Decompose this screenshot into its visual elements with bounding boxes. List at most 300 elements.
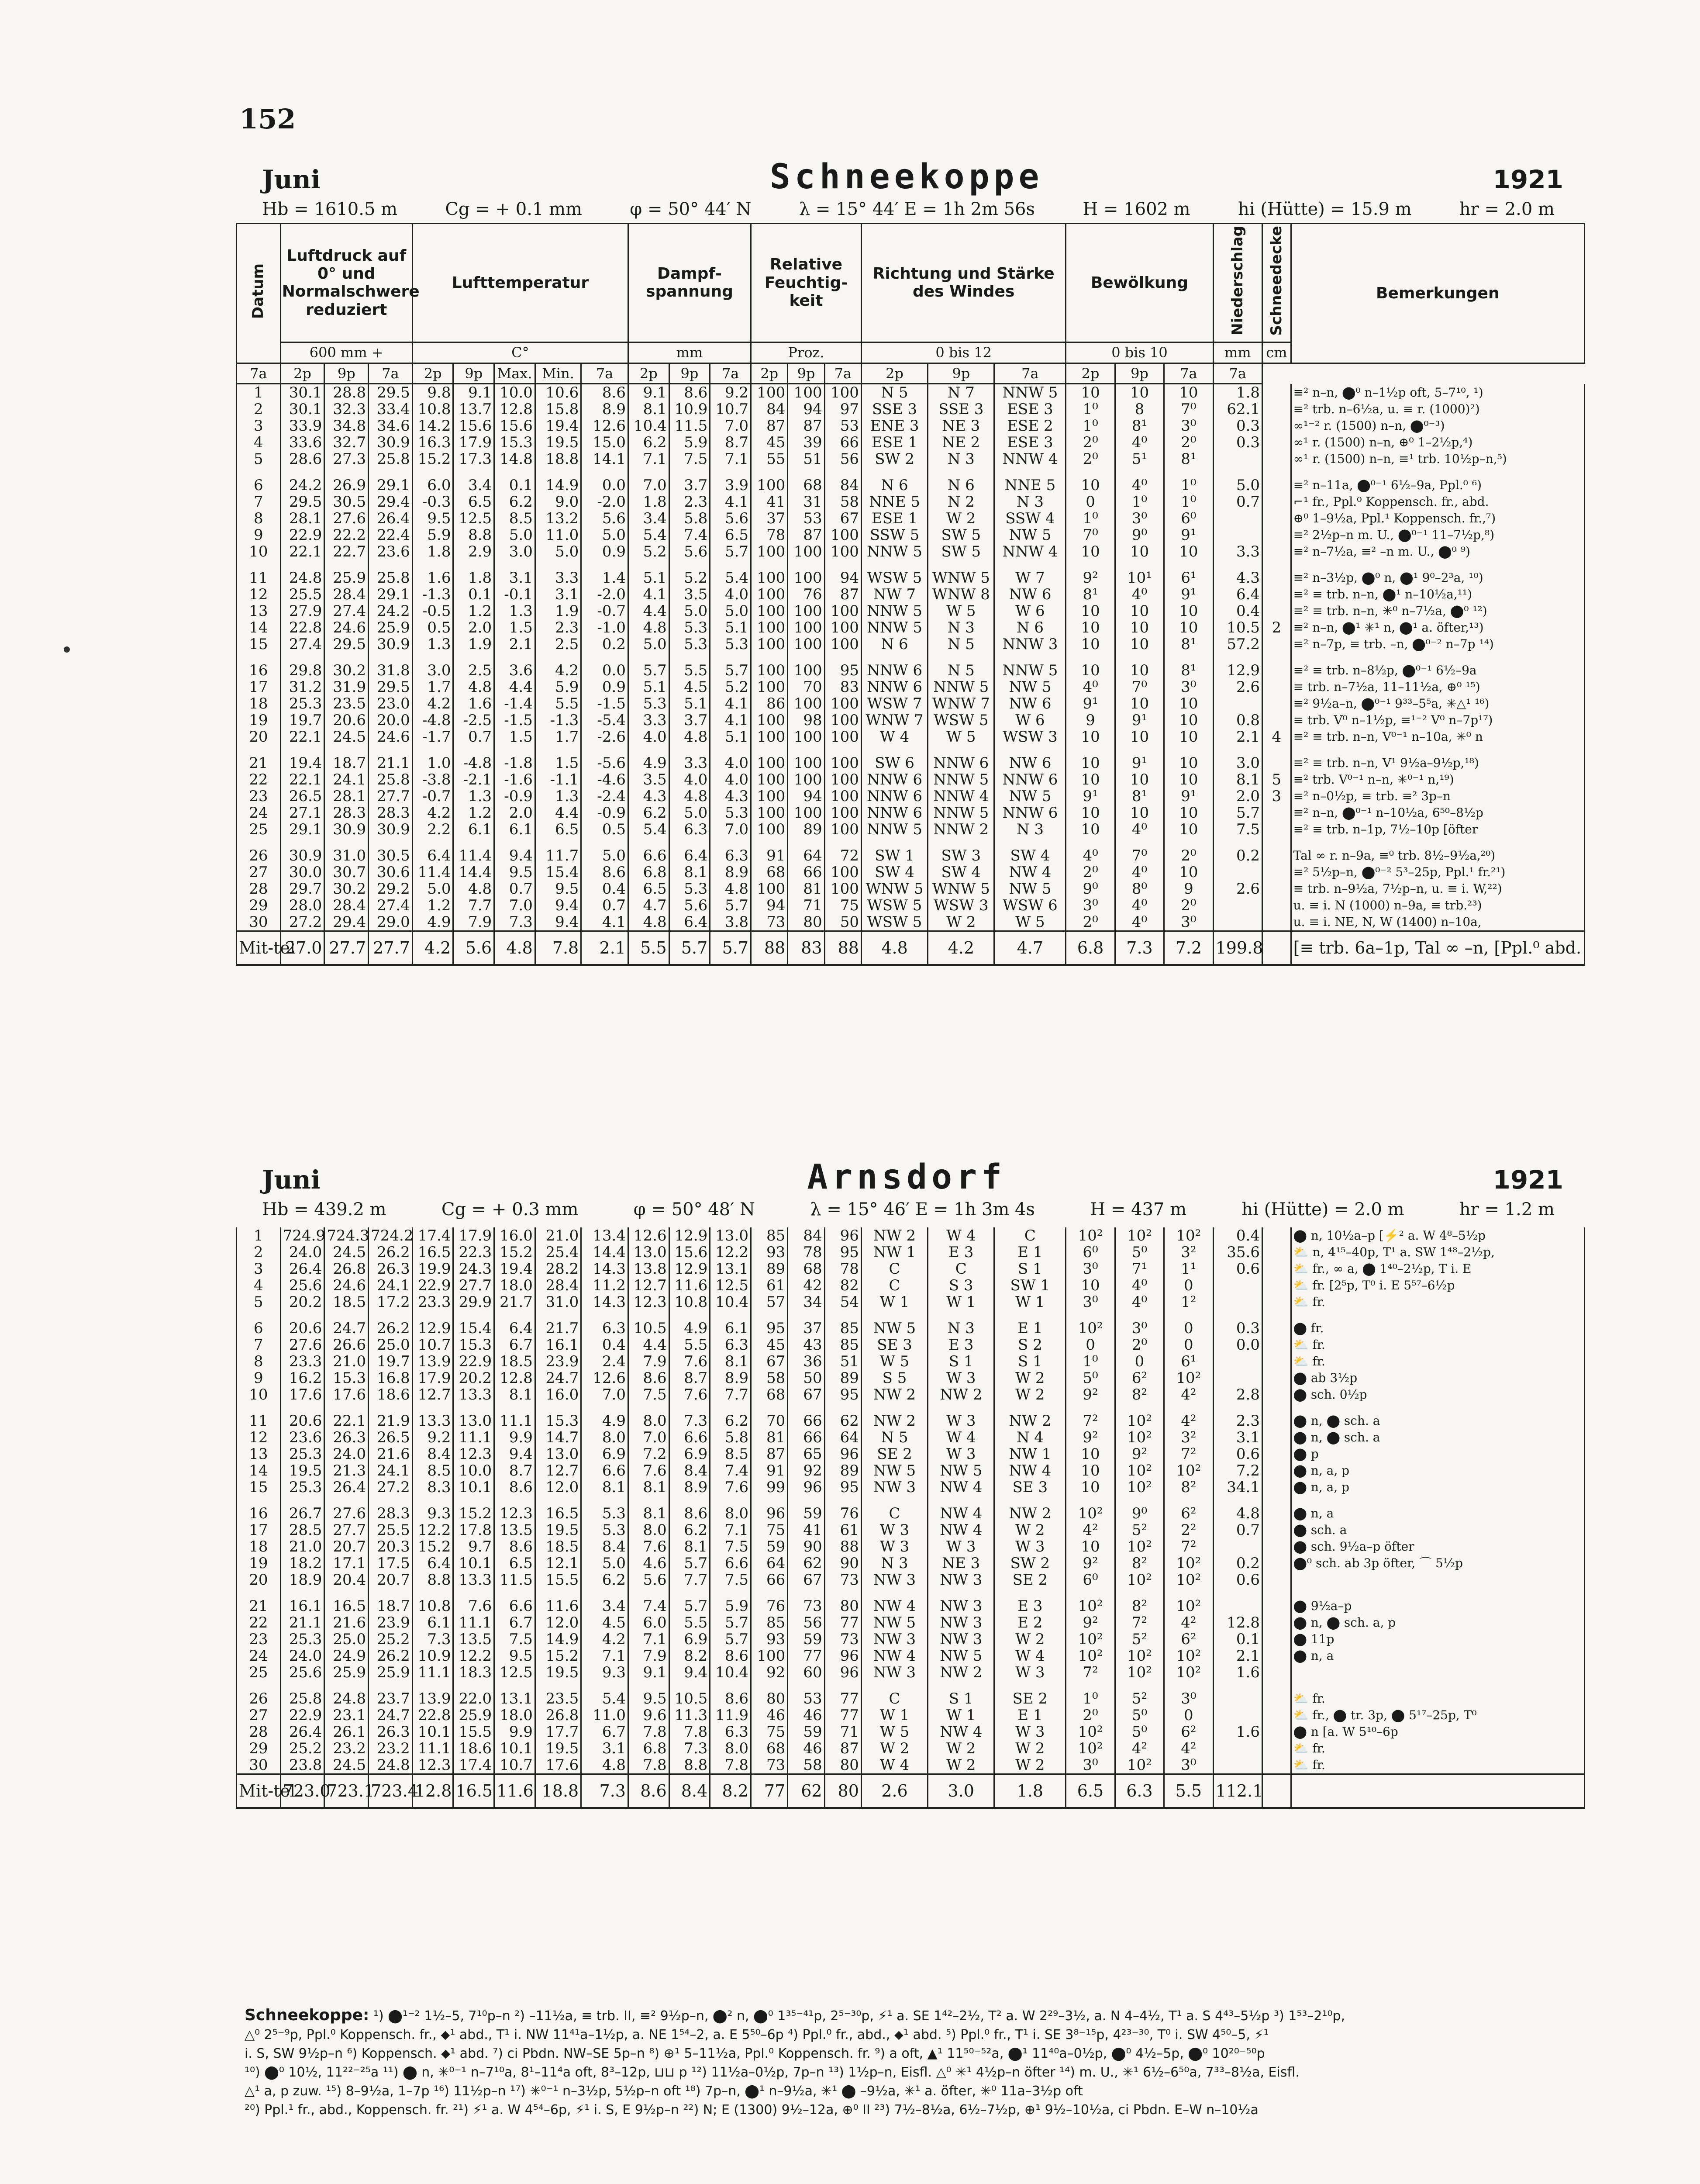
table-cell: 16.5: [412, 1244, 453, 1261]
arnsdorf-header: [262, 1158, 1563, 1220]
table-cell: 23.6: [280, 1429, 324, 1446]
table-cell: 1.2: [412, 897, 453, 914]
table-cell: Tal ∞ r. n–9a, ≡⁰ trb. 8½–9½a,²⁰): [1291, 847, 1584, 864]
table-cell: NE 2: [928, 434, 994, 451]
table-cell: 15.0: [581, 434, 628, 451]
table-cell: 20.2: [280, 1294, 324, 1310]
table-cell: 0.3: [1213, 418, 1262, 434]
table-cell: 30: [237, 914, 281, 931]
table-cell: 22.9: [280, 1707, 324, 1724]
table-cell: NNW 5: [861, 543, 928, 560]
table-cell: -1.1: [535, 771, 581, 788]
table-cell: ≡² ≡ trb. n–1p, 7½–10p [öfter: [1291, 821, 1584, 838]
table-cell: 34.1: [1213, 1479, 1262, 1496]
table-cell: 92: [788, 1462, 824, 1479]
table-cell: [1262, 1462, 1291, 1479]
table-cell: 6²: [1164, 1724, 1213, 1740]
table-cell: 4.3: [1213, 570, 1262, 586]
table-cell: 4.9: [581, 1413, 628, 1429]
table-cell: 3⁰: [1115, 1320, 1164, 1337]
table-cell: 1.7: [535, 729, 581, 745]
table-cell: 7.0: [710, 418, 751, 434]
table-cell: 14.4: [453, 864, 494, 881]
table-cell: ⛅ fr.: [1291, 1757, 1584, 1774]
table-cell: 2⁰: [1066, 864, 1115, 881]
table-cell: 9⁰: [1066, 881, 1115, 897]
table-cell: 6.9: [669, 1631, 710, 1648]
table-cell: 9.5: [494, 1648, 535, 1664]
table-cell: W 2: [861, 1740, 928, 1757]
footnote-label: Schneekoppe:: [245, 2006, 369, 2024]
table-cell: 19: [237, 1555, 281, 1572]
table-cell: 3⁰: [1164, 1757, 1213, 1774]
row-spacer: [237, 745, 1585, 755]
table-cell: 12.0: [535, 1479, 581, 1496]
table-cell: NE 3: [928, 418, 994, 434]
table-cell: 13.0: [535, 1446, 581, 1462]
table-cell: 18.6: [453, 1740, 494, 1757]
table-cell: 6.9: [581, 1446, 628, 1462]
table-cell: 18.3: [453, 1664, 494, 1681]
table-cell: SE 3: [994, 1479, 1066, 1496]
table-cell: 8: [237, 1353, 281, 1370]
table-cell: W 3: [861, 1538, 928, 1555]
table-cell: 26.4: [280, 1724, 324, 1740]
table-cell: 10: [1066, 1446, 1115, 1462]
table-cell: ESE 1: [861, 434, 928, 451]
table-cell: 24.6: [324, 1277, 369, 1294]
table-cell: C: [928, 1261, 994, 1277]
table-cell: 30.5: [324, 494, 369, 510]
table-cell: 4.3: [628, 788, 669, 805]
table-cell: NW 6: [994, 586, 1066, 603]
table-cell: 2⁰: [1164, 434, 1213, 451]
table-row: [237, 1227, 1585, 1244]
column-header: 2p: [751, 363, 788, 384]
table-cell: N 5: [861, 1429, 928, 1446]
table-row: [237, 1386, 1585, 1403]
table-cell: N 3: [861, 1555, 928, 1572]
table-cell: 9.4: [669, 1664, 710, 1681]
table-cell: ⛅ fr., ∞ a, ⬤ 1⁴⁰–2½p, T i. E: [1291, 1261, 1584, 1277]
table-cell: 29.4: [324, 914, 369, 931]
table-cell: [1213, 864, 1262, 881]
table-cell: W 5: [928, 603, 994, 619]
table-cell: 4²: [1115, 1740, 1164, 1757]
mean-cell: 4.2: [928, 931, 994, 965]
table-cell: 59: [751, 1538, 787, 1555]
table-cell: 22.9: [412, 1277, 453, 1294]
table-cell: 24: [237, 805, 281, 821]
table-cell: -5.4: [581, 712, 628, 729]
table-cell: ≡² 5½p–n, ⬤⁰⁻² 5³–25p, Ppl.¹ fr.²¹): [1291, 864, 1584, 881]
table-cell: 6.4: [669, 914, 710, 931]
table-cell: ⬤ n, a, p: [1291, 1462, 1584, 1479]
table-cell: 10²: [1164, 1648, 1213, 1664]
table-cell: 24.0: [280, 1244, 324, 1261]
table-cell: 4.2: [535, 662, 581, 679]
table-cell: 8.1: [628, 1479, 669, 1496]
table-cell: NNW 2: [928, 821, 994, 838]
table-cell: 100: [824, 729, 861, 745]
table-cell: [1262, 864, 1291, 881]
table-cell: 5.1: [628, 679, 669, 695]
table-cell: 27.6: [324, 510, 369, 527]
mean-cell: 3.0: [928, 1774, 994, 1808]
table-cell: 9.7: [453, 1538, 494, 1555]
table-cell: 2⁰: [1164, 897, 1213, 914]
table-cell: 7⁰: [1164, 401, 1213, 418]
table-cell: 8.2: [669, 1648, 710, 1664]
table-cell: 24.9: [324, 1648, 369, 1664]
table-cell: 3²: [1164, 1244, 1213, 1261]
table-cell: 10.8: [412, 401, 453, 418]
table-cell: [1262, 1386, 1291, 1403]
table-cell: 5.3: [710, 636, 751, 653]
table-cell: 3.5: [628, 771, 669, 788]
table-cell: -2.0: [581, 586, 628, 603]
header-niederschlag: Niederschlag: [1213, 224, 1262, 342]
table-cell: E 2: [994, 1614, 1066, 1631]
table-cell: 25.3: [280, 695, 324, 712]
table-cell: 1⁰: [1066, 418, 1115, 434]
table-cell: 24.8: [280, 570, 324, 586]
mean-cell: 199.8: [1213, 931, 1262, 965]
table-cell: 100: [751, 712, 788, 729]
table-cell: [1262, 510, 1291, 527]
unit-wind: 0 bis 12: [861, 342, 1066, 363]
table-cell: 14.3: [581, 1294, 628, 1310]
table-cell: 30.9: [369, 434, 413, 451]
mean-cell: 88: [751, 931, 788, 965]
table-cell: 5.0: [535, 543, 581, 560]
table-cell: [1262, 1353, 1291, 1370]
table-cell: 0.6: [1213, 1261, 1262, 1277]
table-cell: 10²: [1115, 1572, 1164, 1588]
table-cell: 96: [788, 1479, 824, 1496]
table-cell: 21.0: [324, 1353, 369, 1370]
table-cell: 6.4: [669, 847, 710, 864]
table-cell: 11.9: [710, 1707, 751, 1724]
table-cell: [1213, 914, 1262, 931]
table-cell: 13.1: [494, 1690, 535, 1707]
table-cell: 25: [237, 821, 281, 838]
table-cell: SSW 5: [861, 527, 928, 543]
table-cell: 75: [824, 897, 861, 914]
table-cell: 100: [751, 570, 788, 586]
table-cell: 21.0: [280, 1538, 324, 1555]
table-row: [237, 384, 1585, 401]
table-cell: 64: [824, 1429, 861, 1446]
table-cell: 26.3: [369, 1724, 413, 1740]
table-cell: 5¹: [1115, 451, 1164, 467]
table-cell: 24.6: [369, 729, 413, 745]
table-cell: 8.0: [710, 1740, 751, 1757]
table-cell: [1213, 451, 1262, 467]
row-spacer: [237, 1310, 1585, 1320]
footnote-line: Schneekoppe: ¹) ⬤¹⁻² 1½–5, 7¹⁰p–n ²) –11½a, ≡ trb. II, ≡² 9½p–n, ⬤² n, ⬤⁰ 1³⁵⁻⁴¹p, 2⁵⁻³⁰p, ⚡¹ a. SE 1⁴²–2½, T² a. W 2²⁹–3½, a. N 4–4½, T¹ a. S 4⁴³–5½p ³) 1⁵³–2¹⁰p,: [245, 2006, 1345, 2024]
table-cell: 4.8: [628, 914, 669, 931]
table-cell: 3⁰: [1066, 897, 1115, 914]
table-cell: 15: [237, 1479, 281, 1496]
table-cell: 17.7: [535, 1724, 581, 1740]
table-cell: 28.4: [324, 897, 369, 914]
table-cell: 1.8: [628, 494, 669, 510]
table-cell: 20.2: [453, 1370, 494, 1386]
table-row: [237, 1631, 1585, 1648]
table-cell: 26.5: [280, 788, 324, 805]
table-cell: 2.6: [1213, 679, 1262, 695]
table-cell: 8²: [1115, 1386, 1164, 1403]
table-cell: 11.2: [581, 1277, 628, 1294]
table-cell: 8.0: [628, 1522, 669, 1538]
table-cell: 3⁰: [1164, 679, 1213, 695]
table-cell: 20.7: [324, 1538, 369, 1555]
table-cell: 3⁰: [1066, 1261, 1115, 1277]
table-cell: 7.5: [1213, 821, 1262, 838]
table-cell: 100: [788, 805, 824, 821]
table-cell: 32.3: [324, 401, 369, 418]
table-cell: 21.1: [369, 755, 413, 771]
table-cell: 26.3: [369, 1261, 413, 1277]
table-cell: [1262, 1631, 1291, 1648]
table-row: [237, 1690, 1585, 1707]
table-cell: 7.7: [669, 1572, 710, 1588]
table-cell: 80: [824, 1598, 861, 1614]
table-cell: W 2: [994, 1386, 1066, 1403]
table-cell: 5.9: [669, 434, 710, 451]
table-cell: W 1: [994, 1294, 1066, 1310]
table-cell: 4⁰: [1115, 434, 1164, 451]
table-cell: 68: [788, 1261, 824, 1277]
constant-hi: hi (Hütte) = 15.9 m: [1238, 199, 1412, 219]
table-cell: 7: [237, 494, 281, 510]
table-cell: 51: [824, 1353, 861, 1370]
table-cell: 7.5: [710, 1572, 751, 1588]
table-cell: 13: [237, 603, 281, 619]
table-cell: WSW 7: [861, 695, 928, 712]
table-row: [237, 494, 1585, 510]
table-cell: W 3: [994, 1724, 1066, 1740]
table-cell: 10: [1066, 477, 1115, 494]
table-cell: 10: [1164, 384, 1213, 401]
table-cell: 12.7: [412, 1386, 453, 1403]
table-row: [237, 570, 1585, 586]
table-cell: 10: [1066, 771, 1115, 788]
table-cell: 15.3: [324, 1370, 369, 1386]
table-cell: 10.6: [535, 384, 581, 401]
table-cell: -2.1: [453, 771, 494, 788]
table-cell: ≡² n–3½p, ⬤⁰ n, ⬤¹ 9⁰–2³a, ¹⁰): [1291, 570, 1584, 586]
table-cell: 12.6: [581, 418, 628, 434]
table-cell: -4.8: [453, 755, 494, 771]
table-cell: 3.3: [1213, 543, 1262, 560]
table-cell: ESE 2: [994, 418, 1066, 434]
table-cell: NW 5: [861, 1462, 928, 1479]
schneekoppe-header: [262, 157, 1563, 219]
table-cell: 24.5: [324, 1757, 369, 1774]
table-cell: 10: [1115, 805, 1164, 821]
table-cell: 14.3: [581, 1261, 628, 1277]
table-cell: 12.6: [628, 1227, 669, 1244]
mean-cell: 5.5: [628, 931, 669, 965]
table-cell: 10²: [1115, 1429, 1164, 1446]
table-cell: W 5: [861, 1353, 928, 1370]
table-cell: 66: [788, 1429, 824, 1446]
table-row: [237, 1429, 1585, 1446]
table-cell: 28.3: [369, 1505, 413, 1522]
table-cell: u. ≡ i. NE, N, W (1400) n–10a,: [1291, 914, 1584, 931]
table-cell: 28.6: [280, 451, 324, 467]
table-cell: 12.9: [669, 1261, 710, 1277]
table-cell: 10: [1164, 821, 1213, 838]
table-cell: 12.2: [710, 1244, 751, 1261]
table-cell: [1262, 1244, 1291, 1261]
table-cell: 4.9: [669, 1320, 710, 1337]
table-cell: 7.8: [710, 1757, 751, 1774]
table-cell: N 3: [928, 619, 994, 636]
table-cell: 7.5: [628, 1386, 669, 1403]
table-cell: -1.8: [494, 755, 535, 771]
table-cell: 4.8: [1213, 1505, 1262, 1522]
table-cell: 13.9: [412, 1690, 453, 1707]
table-cell: 37: [751, 510, 788, 527]
table-cell: 22: [237, 1614, 281, 1631]
mean-cell: 11.6: [494, 1774, 535, 1808]
table-row: [237, 1413, 1585, 1429]
table-cell: 25.3: [280, 1631, 324, 1648]
table-cell: W 2: [994, 1757, 1066, 1774]
table-cell: 4.6: [628, 1555, 669, 1572]
schneekoppe-table-body: [237, 384, 1585, 965]
table-cell: 9.2: [710, 384, 751, 401]
table-cell: 10.5: [628, 1320, 669, 1337]
table-cell: 10: [1066, 1277, 1115, 1294]
table-cell: 66: [788, 1413, 824, 1429]
mean-cell: 7.3: [581, 1774, 628, 1808]
column-header: 7a: [237, 363, 281, 384]
column-header: 7a: [1164, 363, 1213, 384]
table-cell: 8.9: [581, 401, 628, 418]
header-schneedecke: Schneedecke: [1262, 224, 1291, 342]
table-cell: 0.3: [1213, 1320, 1262, 1337]
table-cell: 11: [237, 1413, 281, 1429]
table-cell: 25.9: [453, 1707, 494, 1724]
unit-dampf: mm: [628, 342, 751, 363]
table-cell: ⛅ fr.: [1291, 1690, 1584, 1707]
table-cell: 9.3: [412, 1505, 453, 1522]
table-cell: 84: [788, 1227, 824, 1244]
table-cell: [1213, 1294, 1262, 1310]
table-cell: SW 2: [994, 1555, 1066, 1572]
table-cell: -4.8: [412, 712, 453, 729]
table-cell: 15: [237, 636, 281, 653]
table-cell: 11.1: [412, 1664, 453, 1681]
table-cell: 58: [751, 1370, 787, 1386]
table-cell: W 2: [928, 1740, 994, 1757]
table-cell: 25.9: [369, 619, 413, 636]
table-cell: 94: [824, 570, 861, 586]
table-cell: 8.4: [669, 1462, 710, 1479]
table-cell: 100: [751, 543, 788, 560]
mean-cell: 80: [824, 1774, 861, 1808]
table-cell: 59: [788, 1505, 824, 1522]
column-time-headers: [237, 363, 1585, 384]
table-cell: 9.0: [535, 494, 581, 510]
mean-cell: 5.6: [453, 931, 494, 965]
table-cell: 26.2: [369, 1244, 413, 1261]
table-cell: 30.2: [324, 881, 369, 897]
table-cell: 0.4: [581, 881, 628, 897]
table-cell: 19.4: [494, 1261, 535, 1277]
table-cell: 10²: [1164, 1598, 1213, 1614]
table-cell: S 3: [928, 1277, 994, 1294]
table-cell: 16.5: [324, 1598, 369, 1614]
table-cell: 10: [1066, 543, 1115, 560]
table-cell: NNW 5: [994, 384, 1066, 401]
table-cell: 9²: [1066, 1555, 1115, 1572]
table-cell: 11.7: [535, 847, 581, 864]
table-cell: ≡ trb. n–9½a, 7½p–n, u. ≡ i. W,²²): [1291, 881, 1584, 897]
table-cell: 100: [824, 603, 861, 619]
table-cell: 10: [1164, 755, 1213, 771]
table-cell: [1262, 1261, 1291, 1277]
table-cell: 5.3: [628, 695, 669, 712]
table-cell: 17: [237, 679, 281, 695]
table-cell: 4.0: [710, 755, 751, 771]
table-cell: 6⁰: [1164, 510, 1213, 527]
header-lufttemperatur: Lufttemperatur: [412, 224, 628, 342]
table-cell: N 7: [928, 384, 994, 401]
table-cell: 81: [751, 1429, 787, 1446]
table-cell: 10: [1066, 619, 1115, 636]
table-cell: 7.1: [628, 451, 669, 467]
table-cell: 1⁰: [1164, 477, 1213, 494]
table-cell: ⬤ sch. a: [1291, 1522, 1584, 1538]
table-cell: 1⁰: [1066, 510, 1115, 527]
table-cell: 10²: [1066, 1505, 1115, 1522]
table-cell: 9.1: [453, 384, 494, 401]
table-cell: N 2: [928, 494, 994, 510]
table-cell: 5.5: [669, 1614, 710, 1631]
table-cell: 14.1: [581, 451, 628, 467]
table-cell: 95: [751, 1320, 787, 1337]
table-cell: NW 5: [861, 1320, 928, 1337]
table-cell: 4⁰: [1115, 914, 1164, 931]
table-cell: ≡² n–11a, ⬤⁰⁻¹ 6½–9a, Ppl.⁰ ⁶): [1291, 477, 1584, 494]
table-cell: 11: [237, 570, 281, 586]
table-cell: 100: [788, 384, 824, 401]
table-cell: ≡² ≡ trb. n–n, V⁰⁻¹ n–10a, ✳⁰ n: [1291, 729, 1584, 745]
table-cell: 93: [751, 1244, 787, 1261]
table-cell: 10²: [1115, 1664, 1164, 1681]
mean-cell: 112.1: [1213, 1774, 1262, 1808]
table-cell: -0.7: [581, 603, 628, 619]
table-row: [237, 619, 1585, 636]
table-cell: 57.2: [1213, 636, 1262, 653]
column-header: 9p: [788, 363, 824, 384]
table-cell: 15.8: [535, 401, 581, 418]
table-cell: 24.2: [369, 603, 413, 619]
table-cell: 0.1: [1213, 1631, 1262, 1648]
table-cell: NW 4: [928, 1479, 994, 1496]
table-cell: 15.5: [535, 1572, 581, 1588]
table-cell: 10: [1115, 729, 1164, 745]
table-cell: 7.4: [628, 1598, 669, 1614]
table-cell: 3⁰: [1164, 418, 1213, 434]
table-cell: 6²: [1164, 1505, 1213, 1522]
table-cell: [1262, 494, 1291, 510]
